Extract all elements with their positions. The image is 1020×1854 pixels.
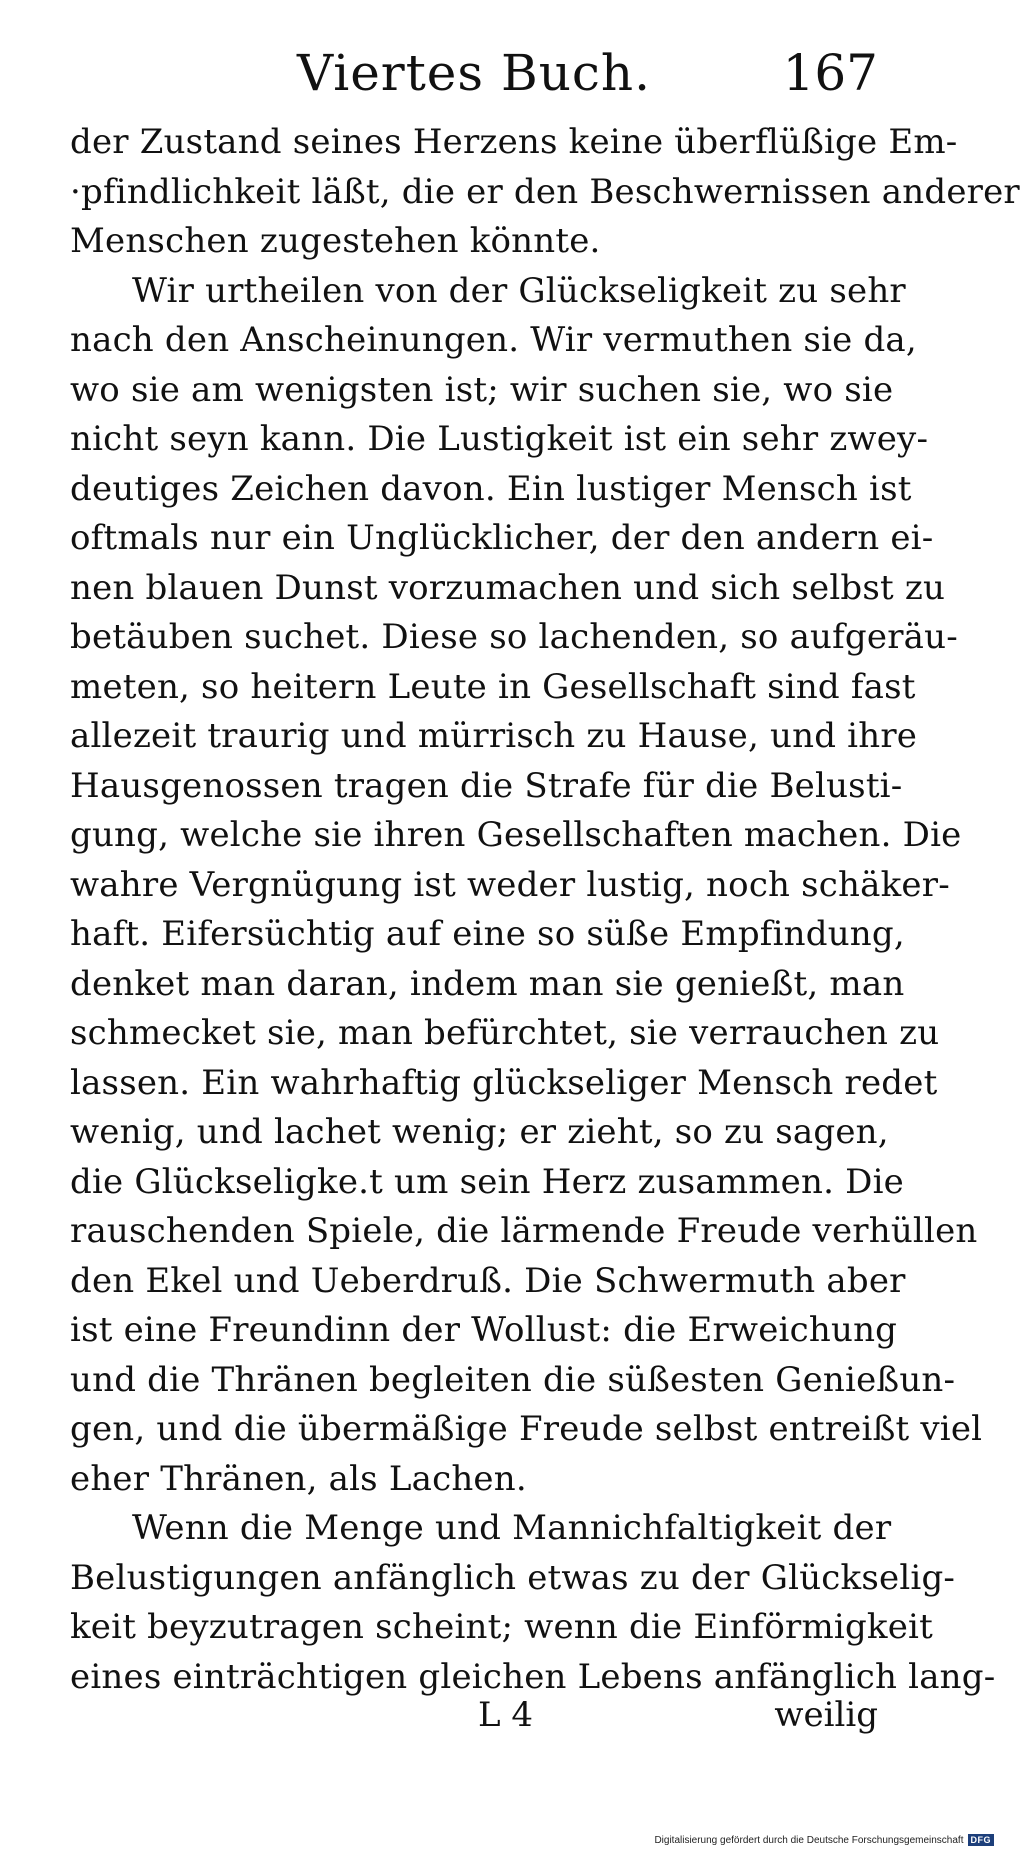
text-line: eher Thränen, als Lachen. — [70, 1458, 527, 1499]
text-line: Wenn die Menge und Mannichfaltigkeit der — [132, 1508, 892, 1548]
page-footer — [70, 1690, 878, 1740]
text-line: oftmals nur ein Unglücklicher, der den andern ei- — [70, 518, 934, 558]
dfg-logo-icon: DFG — [968, 1834, 995, 1846]
text-line: wo sie am wenigsten ist; wir suchen sie, wo sie — [70, 369, 894, 410]
text-line: ist eine Freundinn der Wollust: die Erweichung — [70, 1310, 898, 1350]
text-line: gen, und die übermäßige Freude selbst entreißt viel — [70, 1409, 983, 1449]
signature-mark: L 4 — [478, 1695, 534, 1735]
text-line: der Zustand seines Herzens keine überflüßige Em- — [70, 122, 958, 162]
text-line: Wir urtheilen von der Glückseligkeit zu sehr — [132, 270, 906, 311]
text-line: betäuben suchet. Diese so lachenden, so aufgeräu- — [70, 617, 958, 657]
text-line: den Ekel und Ueberdruß. Die Schwermuth aber — [70, 1260, 906, 1301]
text-line: wenig, und lachet wenig; er zieht, so zu sagen, — [70, 1112, 889, 1152]
running-title: Viertes Buch. — [297, 44, 651, 102]
page-number: 167 — [782, 44, 878, 102]
text-line: denket man daran, indem man sie genießt, man — [70, 963, 905, 1004]
text-line: ·pfindlichkeit läßt, die er den Beschwernissen anderer — [70, 171, 1020, 212]
text-line: nen blauen Dunst vorzumachen und sich selbst zu — [70, 567, 946, 608]
text-line: gung, welche sie ihren Gesellschaften machen. Die — [70, 815, 962, 855]
catchword: weilig — [774, 1695, 878, 1735]
text-line: nicht seyn kann. Die Lustigkeit ist ein sehr zwey- — [70, 419, 929, 459]
text-line: meten, so heitern Leute in Gesellschaft sind fast — [70, 666, 916, 707]
text-line: Hausgenossen tragen die Strafe für die Belusti- — [70, 765, 903, 806]
text-line: deutiges Zeichen davon. Ein lustiger Mensch ist — [70, 468, 912, 509]
text-line: wahre Vergnügung ist weder lustig, noch schäker- — [70, 864, 950, 905]
text-line: die Glückseligke.t um sein Herz zusammen. Die — [70, 1161, 904, 1202]
text-line: haft. Eifersüchtig auf eine so süße Empfindung, — [70, 914, 905, 954]
text-line: eines einträchtigen gleichen Lebens anfänglich lang- — [70, 1656, 996, 1697]
body-text — [70, 118, 1020, 1702]
page-header — [70, 38, 878, 108]
text-line: rauschenden Spiele, die lärmende Freude verhüllen — [70, 1211, 978, 1251]
text-line: Menschen zugestehen könnte. — [70, 221, 601, 261]
text-line: nach den Anscheinungen. Wir vermuthen sie da, — [70, 320, 917, 360]
text-line: allezeit traurig und mürrisch zu Hause, und ihre — [70, 716, 918, 756]
text-line: und die Thränen begleiten die süßesten Genießun- — [70, 1359, 956, 1400]
text-line: Belustigungen anfänglich etwas zu der Glückselig- — [70, 1557, 956, 1598]
credit-text: Digitalisierung gefördert durch die Deutsche Forschungsgemeinschaft — [654, 1834, 964, 1846]
text-line: schmecket sie, man befürchtet, sie verrauchen zu — [70, 1013, 940, 1053]
text-line: keit beyzutragen scheint; wenn die Einförmigkeit — [70, 1607, 933, 1647]
digitization-credit — [654, 1830, 994, 1850]
text-line: lassen. Ein wahrhaftig glückseliger Mensch redet — [70, 1062, 938, 1103]
